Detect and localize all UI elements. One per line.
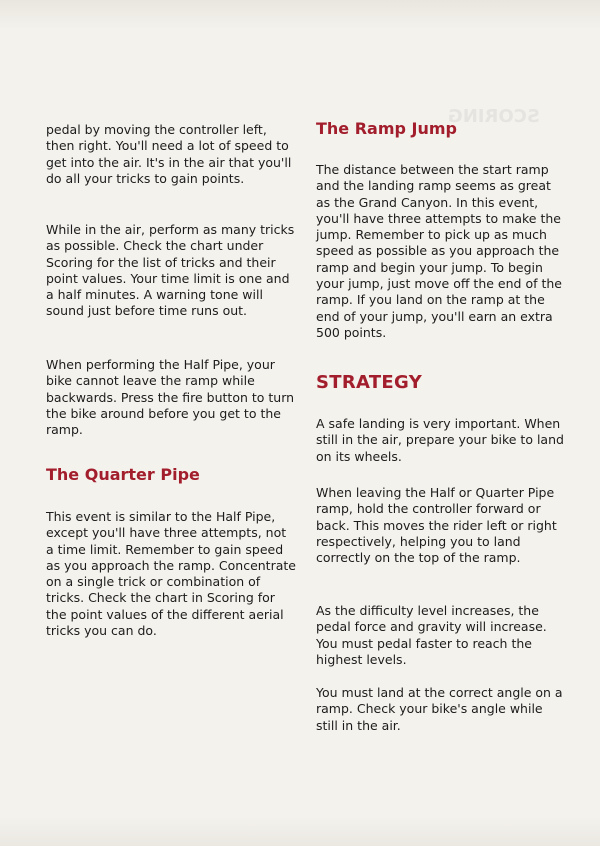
bleed-through-shadow: SCORING bbox=[448, 106, 540, 127]
strategy-paragraph-angle: You must land at the correct angle on a ramp. Check your bike's angle while still in the air. bbox=[316, 685, 563, 733]
ramp-jump-heading: The Ramp Jump bbox=[316, 119, 458, 138]
strategy-paragraph-landing: A safe landing is very important. When still in the air, prepare your bike to land on its wheels. bbox=[316, 416, 564, 464]
paragraph-tricks: While in the air, perform as many tricks as possible. Check the chart under Scoring for the list of tricks and their point values. Your time limit is one and a half minutes. A warning tone will sound just before time runs out. bbox=[46, 222, 295, 319]
strategy-paragraph-controller: When leaving the Half or Quarter Pipe ramp, hold the controller forward or back. This moves the rider left or right respectively, helping you to land correctly on the top of the ramp. bbox=[316, 485, 557, 566]
quarter-pipe-text: This event is similar to the Half Pipe, except you'll have three attempts, not a time limit. Remember to gain speed as you approach the ramp. Concentrate on a single trick or combination of tricks. Check the chart in Scoring for the point values of the different aerial tricks you can do. bbox=[46, 509, 296, 639]
ramp-jump-text: The distance between the start ramp and the landing ramp seems as great as the Grand Canyon. In this event, you'll have three attempts to make the jump. Remember to pick up as much speed as possible as you approach the ramp and begin your jump. To begin your jump, just move off the end of the ramp. If you land on the ramp at the end of your jump, you'll earn an extra 500 points. bbox=[316, 162, 562, 340]
quarter-pipe-heading: The Quarter Pipe bbox=[46, 465, 200, 484]
paragraph-half-pipe: When performing the Half Pipe, your bike cannot leave the ramp while backwards. Press the fire button to turn the bike around before you get to the ramp. bbox=[46, 357, 295, 438]
strategy-paragraph-difficulty: As the difficulty level increases, the pedal force and gravity will increase. You must pedal faster to reach the highest levels. bbox=[316, 603, 547, 667]
strategy-heading: STRATEGY bbox=[316, 372, 423, 393]
paragraph-pedal: pedal by moving the controller left, then right. You'll need a lot of speed to get into the air. It's in the air that you'll do all your tricks to gain points. bbox=[46, 122, 292, 186]
